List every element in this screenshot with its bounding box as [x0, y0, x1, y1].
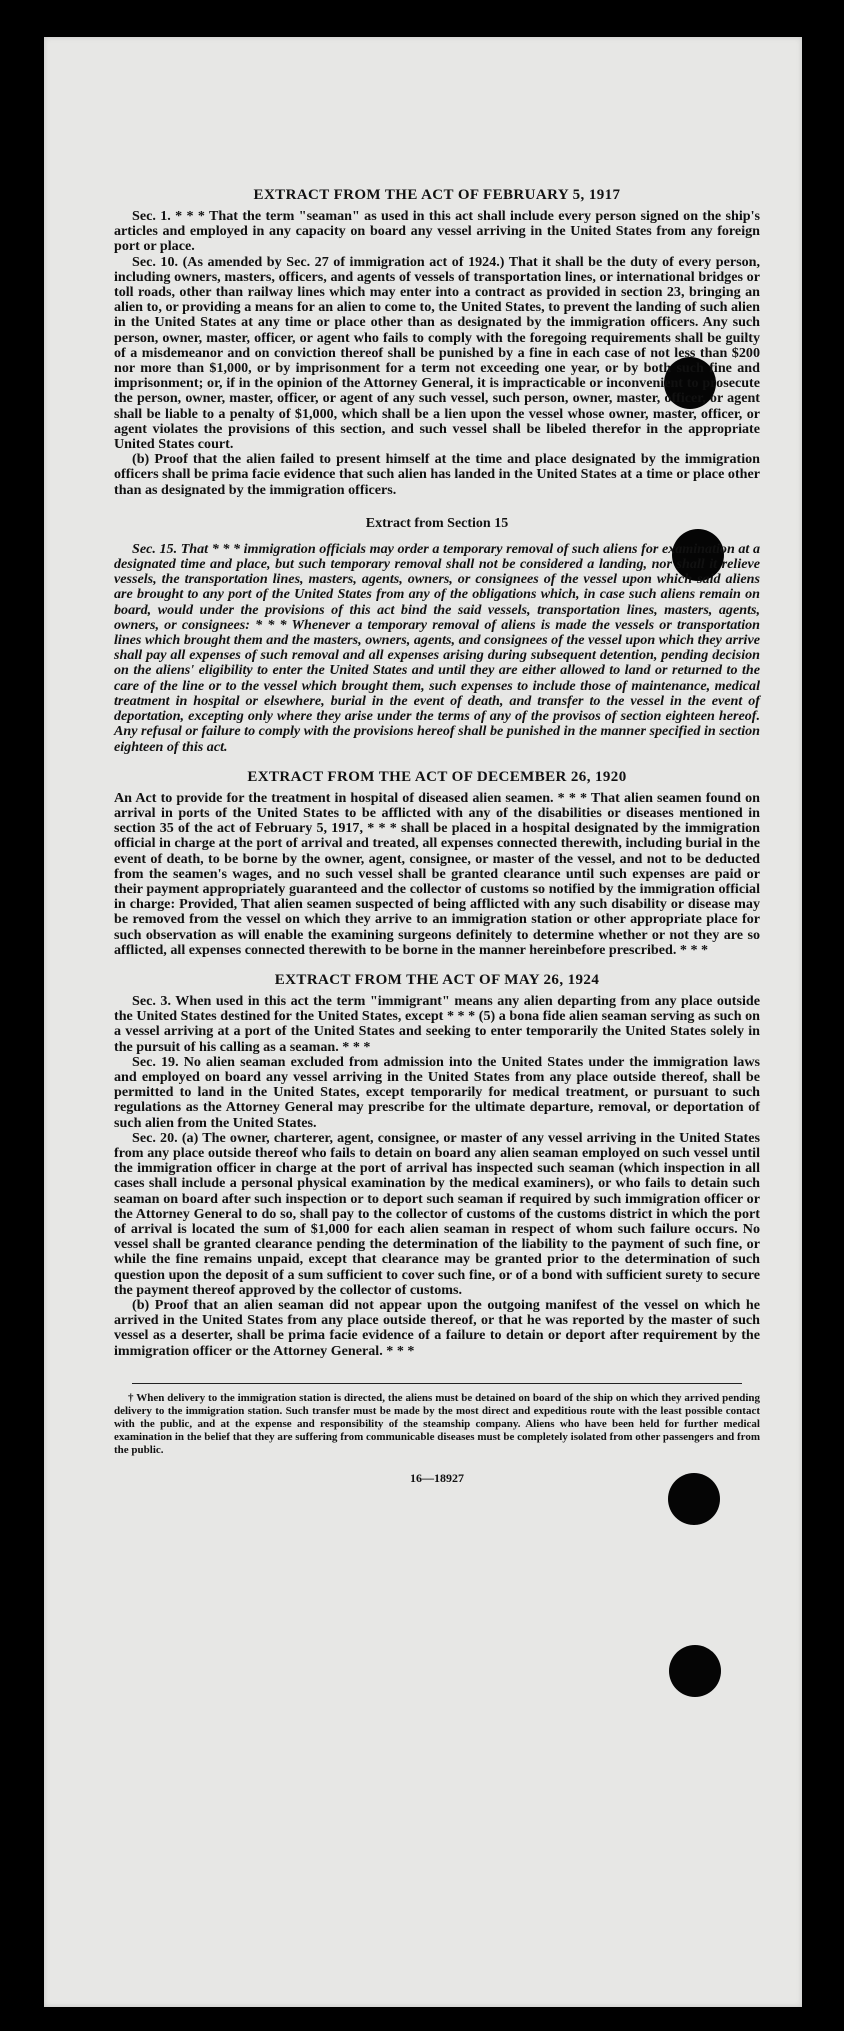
- document-body: [114, 187, 760, 1486]
- paragraph-sec-20-b: (b) Proof that an alien seaman did not appear upon the outgoing manifest of the vessel on which he arrived in the United States from any place outside thereof, or that he was reported by the master of such vessel as a deserter, shall be prima facie evidence of a failure to detain or deport after requirement by the immigration officer or the Attorney General. * * *: [114, 1297, 760, 1359]
- page-number: 16—18927: [410, 1470, 464, 1485]
- paragraph-sec-1: Sec. 1. * * * That the term "seaman" as used in this act shall include every person signed on the ship's articles and employed in any capacity on board any vessel arriving in the United States from any foreign port or place.: [114, 208, 760, 255]
- paragraph-sec-10: Sec. 10. (As amended by Sec. 27 of immigration act of 1924.) That it shall be the duty of every person, including owners, masters, officers, and agents of vessels of transportation lines, or international bridges or toll roads, other than railway lines which may enter into a contract as provided in section 23, bringing an alien to, or providing a means for an alien to come to, the United States, to prevent the landing of such alien in the United States at any time or place other than as designated by the immigration officers. Any such person, owner, master, officer, or agent who fails to comply with the foregoing requirements shall be guilty of a misdemeanor and on conviction thereof shall be punished by a fine in each case of not less than $200 nor more than $1,000, or by imprisonment for a term not exceeding one year, or by both such fine and imprisonment; or, if in the opinion of the Attorney General, it is impracticable or inconvenient to prosecute the person, owner, master, officer, or agent of any such vessel, such person, owner, master, officer, or agent shall be liable to a penalty of $1,000, which shall be a lien upon the vessel whose owner, master, officer, or agent violates the provisions of this section, and such vessel shall be libeled therefor in the appropriate United States court.: [114, 253, 760, 453]
- paragraph-sec-15: Sec. 15. That * * * immigration officials may order a temporary removal of such aliens for examination at a designated time and place, but such temporary removal shall not be considered a landing, nor shall it relieve vessels, the transportation lines, masters, agents, owners, or consignees of the vessel upon which said aliens are brought to any port of the United States from any of the obligations which, in case such aliens remain on board, would under the provisions of this act bind the said vessels, transportation lines, masters, agents, owners, or consignees: * * * Whenever a temporary removal of aliens is made the vessels or transportation lines which brought them and the masters, owners, agents, and consignees of the vessel upon which they arrive shall pay all expenses of such removal and all expenses arising during subsequent detention, pending decision on the aliens' eligibility to enter the United States and until they are either allowed to land or returned to the care of the line or to the vessel which brought them, such expenses to include those of maintenance, medical treatment in hospital or elsewhere, burial in the event of death, and transfer to the vessel in the event of deportation, excepting only where they arise under the terms of any of the provisos of section eighteen hereof. Any refusal or failure to comply with the provisions hereof shall be punished in the manner specified in section eighteen of this act.: [114, 540, 760, 755]
- footnote-divider: [132, 1383, 742, 1384]
- heading-act-1920: EXTRACT FROM THE ACT OF DECEMBER 26, 1920: [247, 768, 627, 785]
- paragraph-sec-3: Sec. 3. When used in this act the term "immigrant" means any alien departing from any place outside the United States destined for the United States, except * * * (5) a bona fide alien seaman serving as such on a vessel arriving at a port of the United States and seeking to enter temporarily the United States solely in the pursuit of his calling as a seaman. * * *: [114, 992, 760, 1055]
- heading-act-1924: EXTRACT FROM THE ACT OF MAY 26, 1924: [274, 971, 600, 988]
- document-page: [44, 37, 802, 2007]
- footnote: † When delivery to the immigration station is directed, the aliens must be detained on board of the ship on which they arrived pending delivery to the immigration station. Such transfer must be made by the most direct and expeditious route with the least possible contact with the public, and at the expense and responsibility of the steamship company. Aliens who have been held for further medical examination in the belief that they are suffering from communicable diseases must be completely isolated from other passengers and from the public.: [114, 1391, 760, 1456]
- heading-section-15: Extract from Section 15: [365, 515, 509, 531]
- paragraph-sec-19: Sec. 19. No alien seaman excluded from admission into the United States under the immigration laws and employed on board any vessel arriving in the United States from any place outside thereof, shall be permitted to land in the United States, except temporarily for medical treatment, or pursuant to such regulations as the Attorney General may prescribe for the ultimate departure, removal, or deportation of such alien from the United States.: [114, 1053, 760, 1131]
- heading-act-1917: EXTRACT FROM THE ACT OF FEBRUARY 5, 1917: [253, 187, 621, 203]
- paragraph-sec-10-b: (b) Proof that the alien failed to present himself at the time and place designated by the immigration officers shall be prima facie evidence that such alien has landed in the United States at a time or place other than as designated by the immigration officers.: [114, 451, 760, 498]
- paragraph-act-1920: An Act to provide for the treatment in hospital of diseased alien seamen. * * * That alien seamen found on arrival in ports of the United States to be afflicted with any of the disabilities or diseases mentioned in section 35 of the act of February 5, 1917, * * * shall be placed in a hospital designated by the immigration official in charge at the port of arrival and treated, all expenses connected therewith, including burial in the event of death, to be borne by the owner, agent, consignee, or master of the vessel, and not to be deducted from the seamen's wages, and no such vessel shall be granted clearance until such expenses are paid or their payment appropriately guaranteed and the collector of customs so notified by the immigration official in charge: Provided, That alien seamen suspected of being afflicted with any such disability or disease may be removed from the vessel on which they arrive to an immigration station or other appropriate place for such observation as will enable the examining surgeons definitely to determine whether or not they are so afflicted, all expenses connected therewith to be borne in the manner hereinbefore prescribed. * * *: [114, 789, 760, 958]
- paragraph-sec-20-a: Sec. 20. (a) The owner, charterer, agent, consignee, or master of any vessel arriving in the United States from any place outside thereof who fails to detain on board any alien seaman employed on such vessel until the immigration officer in charge at the port of arrival has inspected such seaman (which inspection in all cases shall include a personal physical examination by the medical examiners), or who fails to detain such seaman on board after such inspection or to deport such seaman if required by such immigration officer or the Attorney General to do so, shall pay to the collector of customs of the customs district in which the port of arrival is located the sum of $1,000 for each alien seaman in respect of whom such failure occurs. No vessel shall be granted clearance pending the determination of the liability to the payment of such fine, or while the fine remains unpaid, except that clearance may be granted prior to the determination of such question upon the deposit of a sum sufficient to cover such fine, or of a bond with sufficient surety to secure the payment thereof approved by the collector of customs.: [114, 1129, 760, 1298]
- punch-hole: [669, 1645, 721, 1697]
